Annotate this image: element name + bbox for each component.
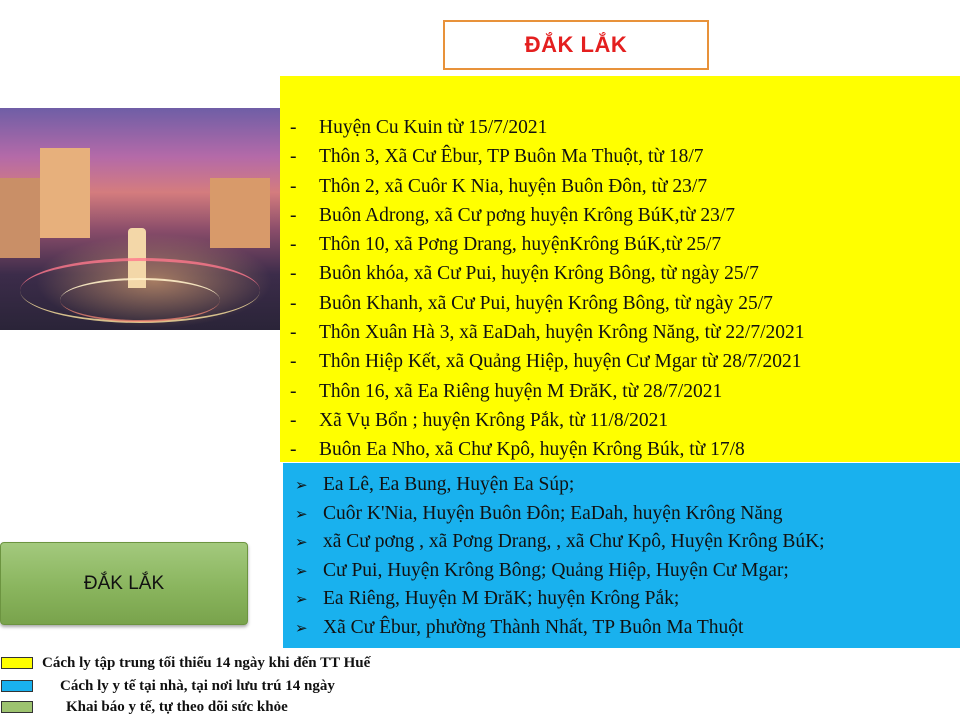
- blue-list-item: [283, 500, 960, 529]
- yellow-list-text: Thôn Xuân Hà 3, xã EaDah, huyện Krông Năng, từ 22/7/2021: [319, 322, 805, 344]
- yellow-list-text: Thôn Hiệp Kết, xã Quảng Hiệp, huyện Cư Mgar từ 28/7/2021: [319, 351, 802, 373]
- legend-text: Cách ly tập trung tối thiểu 14 ngày khi đến TT Huế: [42, 655, 371, 671]
- dash-bullet: -: [290, 292, 297, 314]
- arrow-bullet-icon: ➢: [295, 504, 308, 523]
- dash-bullet: -: [290, 351, 297, 373]
- yellow-list-text: Buôn Adrong, xã Cư pơng huyện Krông BúK,từ 23/7: [319, 204, 736, 226]
- yellow-list-text: Thôn 10, xã Pơng Drang, huyệnKrông BúK,từ 25/7: [319, 234, 722, 256]
- yellow-list-item: [280, 142, 960, 171]
- yellow-list-item: [280, 259, 960, 288]
- legend-row: [0, 677, 480, 697]
- blue-list-item: [283, 614, 960, 643]
- dash-bullet: -: [290, 146, 297, 168]
- blue-list: [283, 471, 960, 642]
- dash-bullet: -: [290, 322, 297, 344]
- yellow-list-item: [280, 406, 960, 435]
- dash-bullet: -: [290, 234, 297, 256]
- dash-bullet: -: [290, 439, 297, 461]
- arrow-bullet-icon: ➢: [295, 533, 308, 551]
- legend-text: Cách ly y tế tại nhà, tại nơi lưu trú 14 ngày: [60, 678, 335, 694]
- blue-list-text: Ea Riêng, Huyện M ĐrăK; huyện Krông Pắk;: [323, 588, 680, 609]
- arrow-bullet-icon: ➢: [295, 561, 308, 580]
- yellow-list-item: [280, 230, 960, 259]
- blue-list-item: [283, 528, 960, 557]
- yellow-list-text: Xã Vụ Bổn ; huyện Krông Pắk, từ 11/8/2021: [319, 409, 669, 431]
- yellow-list-text: Thôn 2, xã Cuôr K Nia, huyện Buôn Đôn, từ 23/7: [319, 175, 708, 197]
- page-title: ĐẮK LẮK: [524, 32, 628, 57]
- yellow-list-text: Buôn khóa, xã Cư Pui, huyện Krông Bông, từ ngày 25/7: [319, 263, 759, 285]
- title-box: [443, 20, 709, 70]
- dash-bullet: -: [290, 175, 297, 197]
- yellow-list-item: [280, 318, 960, 347]
- yellow-list-text: Buôn Khanh, xã Cư Pui, huyện Krông Bông, từ ngày 25/7: [319, 292, 773, 314]
- legend-swatch: [1, 701, 33, 713]
- city-photo: [0, 108, 280, 330]
- yellow-list-text: Buôn Ea Nho, xã Chư Kpô, huyện Krông Búk, từ 17/8: [319, 439, 745, 461]
- legend-row: [0, 654, 480, 674]
- blue-list-text: Cư Pui, Huyện Krông Bông; Quảng Hiệp, Huyện Cư Mgar;: [323, 559, 789, 581]
- legend-text: Khai báo y tế, tự theo dõi sức khỏe: [66, 699, 288, 715]
- home-quarantine-box: [283, 463, 960, 648]
- quarantine-concentrated-box: [280, 76, 960, 462]
- yellow-list-item: [280, 201, 960, 230]
- daklak-button[interactable]: [0, 542, 248, 625]
- daklak-button-label: ĐẮK LẮK: [83, 572, 165, 594]
- dash-bullet: -: [290, 204, 297, 226]
- yellow-list-item: [280, 347, 960, 376]
- dash-bullet: -: [290, 117, 297, 138]
- blue-list-text: Xã Cư Êbur, phường Thành Nhất, TP Buôn Ma Thuột: [323, 616, 744, 638]
- dash-bullet: -: [290, 380, 297, 402]
- yellow-list-item: [280, 113, 960, 142]
- dash-bullet: -: [290, 263, 297, 285]
- legend-swatch: [1, 680, 33, 692]
- yellow-list: [280, 113, 960, 465]
- legend-swatch: [1, 657, 33, 669]
- yellow-list-text: Thôn 16, xã Ea Riêng huyện M ĐrăK, từ 28/7/2021: [319, 380, 723, 402]
- blue-list-item: [283, 585, 960, 614]
- arrow-bullet-icon: ➢: [295, 590, 308, 608]
- arrow-bullet-icon: ➢: [295, 476, 308, 494]
- legend-row: [0, 698, 480, 718]
- blue-list-text: xã Cư pơng , xã Pơng Drang, , xã Chư Kpô, Huyện Krông BúK;: [323, 531, 825, 552]
- yellow-list-item: [280, 172, 960, 201]
- yellow-list-text: Huyện Cu Kuin từ 15/7/2021: [319, 117, 548, 138]
- blue-list-item: [283, 557, 960, 586]
- blue-list-item: [283, 471, 960, 500]
- blue-list-text: Cuôr K'Nia, Huyện Buôn Đôn; EaDah, huyện Krông Năng: [323, 502, 783, 524]
- yellow-list-text: Thôn 3, Xã Cư Êbur, TP Buôn Ma Thuột, từ 18/7: [319, 146, 704, 168]
- blue-list-text: Ea Lê, Ea Bung, Huyện Ea Súp;: [323, 474, 575, 495]
- arrow-bullet-icon: ➢: [295, 618, 308, 637]
- yellow-list-item: [280, 289, 960, 318]
- yellow-list-item: [280, 435, 960, 464]
- dash-bullet: -: [290, 409, 297, 431]
- yellow-list-item: [280, 377, 960, 406]
